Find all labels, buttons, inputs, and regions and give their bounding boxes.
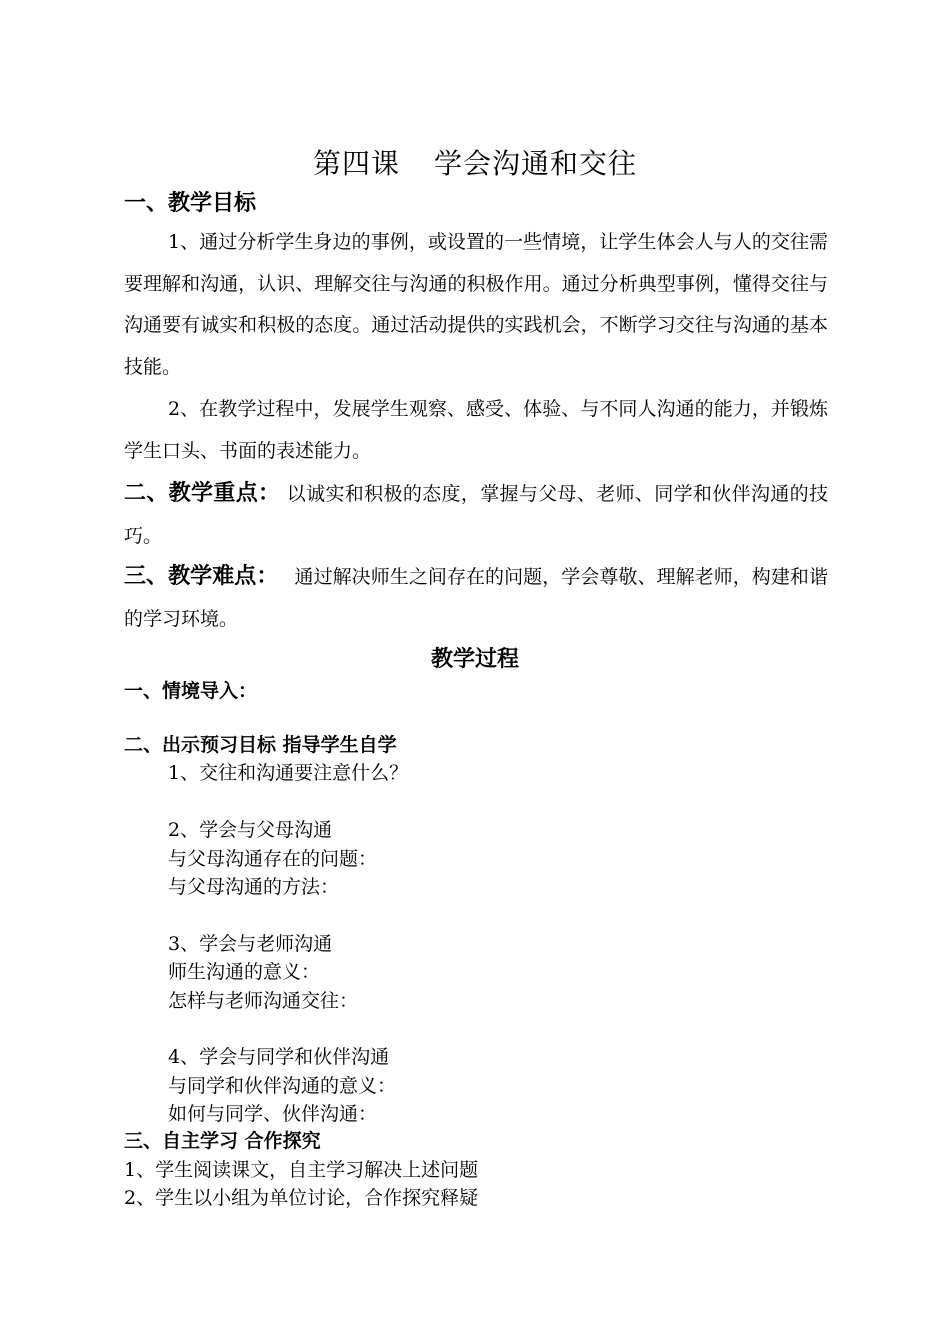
difficulty-text: 通过解决师生之间存在的问题，学会尊敬、理解老师，构建和谐的学习环境。	[124, 566, 828, 630]
section-heading-difficulty: 三、教学难点：	[124, 564, 279, 589]
list-item: 2、学会与父母沟通	[168, 819, 333, 841]
objective-text-2: 2、在教学过程中，发展学生观察、感受、体验、与不同人沟通的能力，并锻炼学生口头、书面的表述能力。	[124, 398, 828, 462]
list-item: 与父母沟通的方法：	[168, 876, 340, 898]
section-heading-key-points: 二、教学重点：	[124, 481, 281, 506]
list-item: 与同学和伙伴沟通的意义：	[168, 1075, 397, 1097]
list-item: 师生沟通的意义：	[168, 961, 321, 983]
step-heading-self-study: 三、自主学习 合作探究	[124, 1130, 321, 1152]
list-item: 3、学会与老师沟通	[168, 933, 333, 955]
section-heading-objectives: 一、教学目标	[124, 191, 257, 216]
objective-paragraph-1	[124, 222, 828, 388]
list-item: 1、学生阅读课文，自主学习解决上述问题	[124, 1159, 479, 1181]
list-item: 怎样与老师沟通交往：	[168, 990, 359, 1012]
step-heading-intro: 一、情境导入：	[124, 680, 258, 702]
objective-paragraph-2	[124, 389, 828, 472]
lesson-number: 第四课	[312, 147, 400, 180]
key-points-paragraph	[124, 473, 828, 557]
step-heading-preview: 二、出示预习目标 指导学生自学	[124, 734, 397, 756]
list-item: 1、交往和沟通要注意什么？	[168, 762, 409, 784]
lesson-name: 学会沟通和交往	[434, 147, 638, 180]
process-heading: 教学过程	[430, 646, 519, 672]
objective-text-1: 1、通过分析学生身边的事例，或设置的一些情境，让学生体会人与人的交往需要理解和沟通，认识、理解交往与沟通的积极作用。通过分析典型事例，懂得交往与沟通要有诚实和积极的态度。通过活动提供的实践机会，不断学习交往与沟通的基本技能。	[124, 231, 828, 378]
list-item: 4、学会与同学和伙伴沟通	[168, 1046, 390, 1068]
lesson-title	[0, 142, 950, 182]
list-item: 与父母沟通存在的问题：	[168, 848, 378, 870]
list-item: 如何与同学、伙伴沟通：	[168, 1103, 378, 1125]
key-points-text: 以诚实和积极的态度，掌握与父母、老师、同学和伙伴沟通的技巧。	[124, 483, 828, 547]
difficulty-paragraph	[124, 556, 828, 640]
list-item: 2、学生以小组为单位讨论，合作探究释疑	[124, 1187, 479, 1209]
